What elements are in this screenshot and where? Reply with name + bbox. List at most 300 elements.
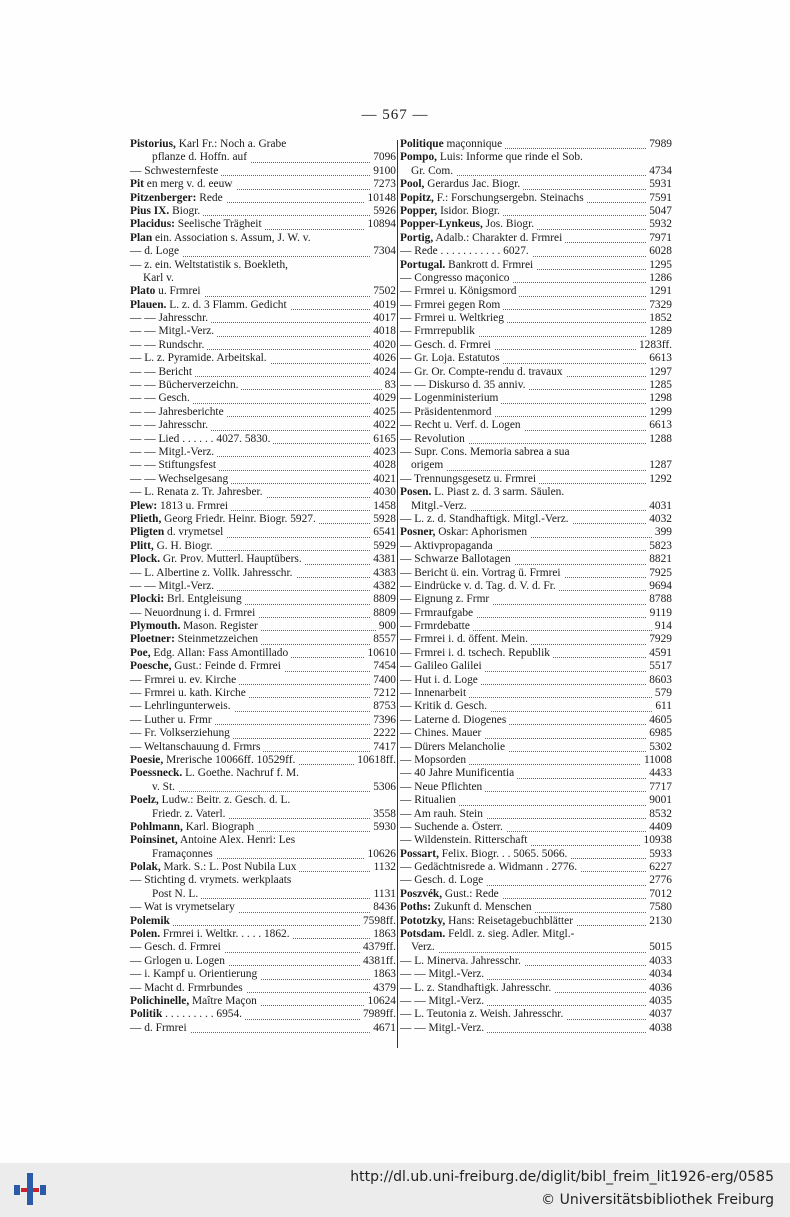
index-entry [118, 874, 396, 887]
index-entry [118, 888, 396, 901]
entry-description: — — Gesch. [130, 392, 190, 405]
entry-reference-number: 4019 [370, 299, 396, 312]
entry-text [118, 848, 216, 860]
index-entry [118, 941, 396, 954]
index-entry [118, 781, 396, 794]
entry-reference-number: 4022 [370, 419, 396, 432]
entry-description: — Fr. Volkserziehung [130, 727, 230, 740]
index-entry [400, 165, 672, 178]
entry-reference-number: 8557 [370, 633, 396, 646]
index-entry [118, 794, 396, 807]
entry-text [400, 647, 553, 659]
entry-reference-number: 4034 [646, 968, 672, 981]
entry-text [400, 1022, 487, 1034]
index-entry [400, 968, 672, 981]
entry-text [400, 620, 473, 632]
index-entry [400, 741, 672, 754]
entry-description: v. St. [152, 780, 175, 793]
entry-reference-number: 11008 [641, 754, 672, 767]
entry-reference-number: 3558 [370, 808, 396, 821]
entry-text [118, 526, 226, 538]
entry-description: — — Mitgl.-Verz. [130, 579, 215, 592]
entry-reference-number: 1283ff. [636, 339, 672, 352]
entry-description: — — Bericht [130, 365, 193, 378]
entry-text [118, 433, 273, 445]
entry-description: Brl. Entgleisung [164, 593, 242, 606]
entry-description: Karl. Biograph [182, 820, 255, 833]
entry-description: — Trennungsgesetz u. Frmrei [400, 472, 537, 485]
entry-description: — — Mitgl.-Verz. [130, 325, 215, 338]
entry-reference-number: 6541 [370, 526, 396, 539]
index-entry [400, 540, 672, 553]
entry-text [118, 446, 217, 458]
footer-url-link[interactable]: http://dl.ub.uni-freiburg.de/diglit/bibl_freim_lit1926-erg/0585 [350, 1169, 774, 1185]
entry-reference-number: 4036 [646, 982, 672, 995]
entry-reference-number: 5930 [370, 821, 396, 834]
index-entry [118, 714, 396, 727]
entry-text [118, 192, 226, 204]
entry-text [400, 232, 565, 244]
entry-text [400, 995, 487, 1007]
entry-reference-number: 2222 [370, 727, 396, 740]
entry-text [118, 794, 293, 806]
entry-text [118, 874, 294, 886]
entry-text [118, 888, 201, 900]
entry-description: . . . . . . . . . 6954. [162, 1008, 243, 1021]
index-entry [118, 245, 396, 258]
index-entry [118, 486, 396, 499]
entry-reference-number: 1292 [646, 473, 672, 486]
entry-text [118, 312, 211, 324]
entry-description: — Bericht ü. ein. Vortrag ü. Frmrei [400, 566, 561, 579]
index-entry [400, 593, 672, 606]
index-entry [400, 526, 672, 539]
index-entry [400, 995, 672, 1008]
index-entry [400, 861, 672, 874]
entry-description: Seelische Trägheit [174, 218, 262, 231]
index-entry [400, 419, 672, 432]
entry-description: — Gr. Or. Compte-rendu d. travaux [400, 365, 563, 378]
entry-reference-number: 10618ff. [354, 754, 396, 767]
index-entry [118, 727, 396, 740]
entry-text [118, 379, 241, 391]
index-entry [400, 232, 672, 245]
entry-reference-number: 4383 [370, 567, 396, 580]
index-entry [400, 245, 672, 258]
entry-description: — Innenarbeit [400, 687, 467, 700]
entry-text [400, 955, 524, 967]
index-entry [400, 580, 672, 593]
entry-description: — Präsidentenmord [400, 405, 492, 418]
entry-description: — Gesch. d. Loge [400, 874, 484, 887]
entry-description: — Lehrlingunterweis. [130, 700, 231, 713]
entry-description: — Dürers Melancholie [400, 740, 506, 753]
entry-text [400, 379, 529, 391]
index-entry [400, 339, 672, 352]
entry-reference-number: 5926 [370, 205, 396, 218]
entry-heading: Poessneck. [130, 767, 183, 780]
entry-heading: Pototzky, [400, 914, 446, 927]
entry-reference-number: 8532 [646, 808, 672, 821]
entry-text [118, 245, 182, 257]
entry-reference-number: 9100 [370, 165, 396, 178]
entry-heading: Popitz, [400, 191, 434, 204]
entry-reference-number: 5823 [646, 540, 672, 553]
index-entry [118, 540, 396, 553]
index-entry [118, 459, 396, 472]
index-entry [400, 325, 672, 338]
index-entry [118, 633, 396, 646]
entry-description: — Gedächtnisrede a. Widmann . 2776. [400, 861, 578, 874]
entry-description: Edg. Allan: Fass Amontillado [150, 646, 289, 659]
index-entry [118, 567, 396, 580]
page-number: — 567 — [361, 107, 429, 123]
entry-description: Mason. Register [180, 620, 258, 633]
entry-text [400, 446, 573, 458]
index-entry [118, 312, 396, 325]
index-entry [118, 982, 396, 995]
entry-text [400, 312, 507, 324]
index-entry [400, 821, 672, 834]
entry-text [400, 968, 487, 980]
entry-text [118, 834, 298, 846]
entry-heading: Pitzenberger: [130, 191, 197, 204]
entry-reference-number: 4023 [370, 446, 396, 459]
entry-text [400, 580, 559, 592]
entry-text [400, 352, 503, 364]
entry-reference-number: 914 [652, 620, 672, 633]
entry-heading: Polen. [130, 928, 161, 941]
entry-reference-number: 5015 [646, 941, 672, 954]
entry-description: — Logenministerium [400, 392, 499, 405]
entry-description: — — Mitgl.-Verz. [400, 995, 485, 1007]
entry-text [400, 607, 476, 619]
index-entry [118, 192, 396, 205]
entry-heading: Poszvék, [400, 887, 443, 900]
entry-reference-number: 1863 [370, 968, 396, 981]
left-column [118, 138, 396, 1035]
entry-description: — Laterne d. Diogenes [400, 713, 507, 726]
index-entry [118, 272, 396, 285]
entry-reference-number: 6613 [646, 419, 672, 432]
entry-text [400, 205, 503, 217]
entry-text [118, 620, 261, 632]
entry-description: — Eindrücke v. d. Tag. d. V. d. Fr. [400, 579, 556, 592]
index-entry [400, 567, 672, 580]
entry-text [400, 727, 484, 739]
entry-description: — Ritualien [400, 794, 456, 807]
index-entry [400, 500, 672, 513]
entry-description: — Frmrei u. kath. Kirche [130, 687, 246, 700]
index-entry [118, 406, 396, 419]
entry-text [118, 392, 193, 404]
index-entry [400, 446, 672, 459]
entry-text [118, 1008, 245, 1020]
entry-reference-number: 4038 [646, 1022, 672, 1035]
entry-heading: Pohlmann, [130, 820, 183, 833]
ub-freiburg-logo-icon [10, 1169, 50, 1209]
entry-description: — — Bücherverzeichn. [130, 379, 239, 392]
entry-text [400, 700, 490, 712]
entry-reference-number: 5306 [370, 781, 396, 794]
entry-description: Verz. [411, 941, 435, 954]
entry-description: — Luther u. Frmr [130, 713, 212, 726]
index-entry [118, 500, 396, 513]
entry-description: — Galileo Galilei [400, 660, 482, 673]
index-entry [118, 821, 396, 834]
index-entry [118, 379, 396, 392]
index-entry [400, 834, 672, 847]
entry-text [118, 165, 221, 177]
index-entry [118, 607, 396, 620]
entry-text [118, 915, 173, 927]
index-entry [118, 513, 396, 526]
entry-reference-number: 1285 [646, 379, 672, 392]
entry-text [118, 352, 270, 364]
entry-text [118, 553, 305, 565]
index-entry [400, 259, 672, 272]
index-entry [400, 473, 672, 486]
entry-description: — Revolution [400, 432, 465, 445]
entry-reference-number: 4032 [646, 513, 672, 526]
entry-description: ein. Association s. Assum, J. W. v. [152, 231, 311, 244]
entry-text [118, 406, 227, 418]
entry-reference-number: 8821 [646, 553, 672, 566]
index-entry [400, 982, 672, 995]
entry-description: Framaçonnes [152, 847, 213, 860]
entry-description: Adalb.: Charakter d. Frmrei [433, 231, 563, 244]
entry-reference-number: 4037 [646, 1008, 672, 1021]
entry-text [400, 540, 496, 552]
entry-text [118, 366, 195, 378]
entry-text [118, 741, 263, 753]
entry-text [118, 325, 217, 337]
entry-text [118, 285, 204, 297]
entry-text [400, 513, 572, 525]
entry-reference-number: 6985 [646, 727, 672, 740]
entry-text [400, 325, 478, 337]
right-column [400, 138, 672, 1035]
entry-description: — — Mitgl.-Verz. [400, 968, 485, 981]
entry-description: — L. z. Pyramide. Arbeitskal. [130, 352, 267, 365]
entry-text [400, 165, 456, 177]
index-entry [118, 218, 396, 231]
index-entry [400, 312, 672, 325]
entry-text [118, 700, 234, 712]
entry-heading: Polemik [130, 914, 170, 927]
entry-heading: Plew: [130, 499, 158, 512]
entry-description: Gust.: Feinde d. Frmrei [171, 660, 281, 673]
entry-heading: Placidus: [130, 218, 175, 231]
index-entry [118, 526, 396, 539]
entry-text [400, 767, 517, 779]
entry-description: — Wildenstein. Ritterschaft [400, 834, 528, 847]
entry-description: L. z. d. 3 Flamm. Gedicht [166, 298, 287, 311]
index-entry [118, 848, 396, 861]
entry-heading: Polichinelle, [130, 995, 190, 1007]
entry-reference-number: 4379 [370, 982, 396, 995]
index-entry [400, 687, 672, 700]
entry-description: — Frmrei i. d. öffent. Mein. [400, 633, 528, 646]
entry-text [118, 339, 207, 351]
entry-text [400, 821, 506, 833]
entry-reference-number: 7012 [646, 888, 672, 901]
entry-reference-number: 9119 [647, 607, 672, 620]
index-entry [400, 218, 672, 231]
index-entry [118, 325, 396, 338]
entry-description: origem [411, 459, 444, 472]
entry-reference-number: 10938 [641, 834, 672, 847]
entry-reference-number: 4381ff. [360, 955, 396, 968]
entry-reference-number: 7971 [646, 232, 672, 245]
entry-heading: Portig, [400, 231, 434, 244]
entry-text [118, 660, 284, 672]
entry-reference-number: 2130 [646, 915, 672, 928]
entry-reference-number: 900 [376, 620, 396, 633]
index-entry [400, 674, 672, 687]
index-entry [118, 473, 396, 486]
entry-text [400, 754, 469, 766]
index-entry [118, 687, 396, 700]
entry-text [118, 205, 203, 217]
entry-reference-number: 4020 [370, 339, 396, 352]
entry-description: maçonnique [443, 138, 503, 150]
index-entry [118, 446, 396, 459]
index-entry [118, 366, 396, 379]
index-entry [400, 486, 672, 499]
index-entry [118, 995, 396, 1008]
entry-reference-number: 7989 [646, 138, 672, 151]
index-entry [118, 955, 396, 968]
entry-reference-number: 8603 [646, 674, 672, 687]
entry-reference-number: 5933 [646, 848, 672, 861]
entry-text [400, 848, 570, 860]
column-divider [397, 140, 398, 1048]
index-entry [118, 808, 396, 821]
entry-text [118, 513, 319, 525]
entry-reference-number: 1863 [370, 928, 396, 941]
entry-heading: Plato [130, 285, 156, 298]
entry-heading: Plan [130, 231, 153, 244]
entry-description: — Chines. Mauer [400, 727, 482, 740]
entry-reference-number: 1295 [646, 259, 672, 272]
entry-text [400, 567, 564, 579]
entry-reference-number: 7396 [370, 714, 396, 727]
index-entry [118, 138, 396, 151]
entry-text [400, 1008, 566, 1020]
entry-reference-number: 7580 [646, 901, 672, 914]
index-entry [118, 1008, 396, 1021]
entry-description: Isidor. Biogr. [437, 204, 500, 217]
entry-heading: Poesche, [130, 660, 172, 673]
entry-description: — L. z. d. Standhaftigk. Mitgl.-Verz. [400, 512, 569, 525]
entry-reference-number: 7925 [646, 567, 672, 580]
entry-text [400, 433, 468, 445]
index-entry [400, 915, 672, 928]
entry-reference-number: 6227 [646, 861, 672, 874]
entry-description: — Supr. Cons. Memoria sabrea a sua [400, 445, 570, 458]
entry-description: Mitgl.-Verz. [411, 499, 467, 512]
entry-text [400, 459, 446, 471]
entry-reference-number: 4035 [646, 995, 672, 1008]
entry-description: — Frmrei u. Weltkrieg [400, 312, 504, 325]
entry-reference-number: 399 [652, 526, 672, 539]
index-entry [118, 700, 396, 713]
entry-description: — Gesch. d. Frmrei [400, 338, 491, 351]
entry-text [400, 218, 537, 230]
entry-heading: Pligten [130, 526, 165, 539]
index-entry [400, 781, 672, 794]
index-entry [118, 178, 396, 191]
entry-text [118, 178, 236, 190]
entry-description: — i. Kampf u. Orientierung [130, 968, 258, 981]
entry-description: — Frmrei u. Königsmord [400, 285, 517, 298]
index-entry [400, 928, 672, 941]
entry-reference-number: 7273 [370, 178, 396, 191]
index-entry [400, 272, 672, 285]
entry-reference-number: 7717 [646, 781, 672, 794]
entry-text [118, 968, 260, 980]
index-entry [400, 1022, 672, 1035]
entry-heading: Politique [400, 138, 444, 150]
index-entry [118, 299, 396, 312]
entry-text [400, 714, 509, 726]
entry-description: — d. Loge [130, 245, 180, 258]
entry-text [400, 339, 494, 351]
entry-description: — Gesch. d. Frmrei [130, 941, 221, 954]
entry-text [118, 861, 299, 873]
index-entry [400, 459, 672, 472]
entry-text [118, 647, 291, 659]
entry-description: Biogr. [169, 204, 201, 217]
index-entry [400, 433, 672, 446]
entry-description: — Frmrei u. ev. Kirche [130, 673, 237, 686]
entry-text [400, 687, 469, 699]
footer-bar [0, 1163, 790, 1217]
entry-text [118, 982, 246, 994]
index-entry [118, 660, 396, 673]
entry-description: — L. z. Standhaftigk. Jahresschr. [400, 981, 552, 994]
entry-text [118, 674, 239, 686]
entry-text [400, 285, 519, 297]
entry-description: Frmrei i. Weltkr. . . . . 1862. [160, 928, 290, 941]
entry-description: — — Jahresberichte [130, 405, 224, 418]
index-entry [400, 794, 672, 807]
entry-reference-number: 83 [382, 379, 396, 392]
entry-text [400, 781, 485, 793]
index-entry [118, 419, 396, 432]
index-entry [118, 901, 396, 914]
entry-description: — Gr. Loja. Estatutos [400, 352, 500, 365]
index-entry [400, 767, 672, 780]
entry-reference-number: 7454 [370, 660, 396, 673]
entry-reference-number: 4671 [370, 1022, 396, 1035]
entry-reference-number: 4433 [646, 767, 672, 780]
entry-text [400, 486, 567, 498]
entry-description: — — Mitgl.-Verz. [130, 445, 215, 458]
entry-description: Karl Fr.: Noch a. Grabe [175, 138, 287, 150]
entry-text [118, 727, 233, 739]
entry-description: Gr. Com. [411, 164, 454, 177]
entry-description: — L. Albertine z. Vollk. Jahresschr. [130, 566, 293, 579]
entry-reference-number: 1458 [370, 500, 396, 513]
index-entry [118, 392, 396, 405]
entry-description: Zukunft d. Menschen [431, 901, 532, 914]
entry-reference-number: 10148 [365, 192, 396, 205]
index-entry [400, 178, 672, 191]
entry-text [118, 259, 291, 271]
entry-description: — Neue Pflichten [400, 780, 483, 793]
